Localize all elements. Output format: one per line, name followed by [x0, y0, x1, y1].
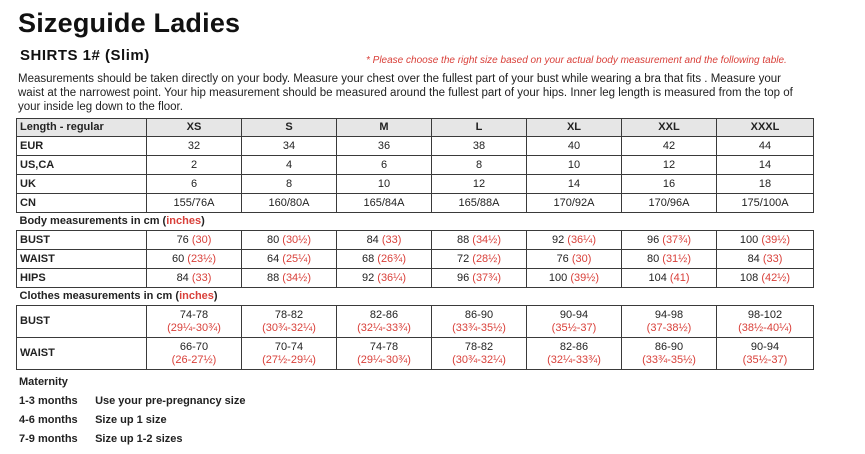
measurement-instructions: Measurements should be taken directly on your body. Measure your chest over the fullest part of your bust while wearing a bra that fits . Measure your waist at the narrowest point. Your hip measurement should be measured around the fullest part of your hips. Inner leg length is measured from the top of your inside leg down to the floor.: [18, 73, 793, 113]
cm-value: 100: [548, 271, 568, 284]
maternity-section: [19, 373, 245, 449]
measurement-cell: [242, 306, 337, 338]
cm-value: 66-70: [179, 340, 209, 353]
cm-value: 90-94: [559, 308, 589, 321]
cm-value: 86-90: [654, 340, 684, 353]
inch-value: (30¾-32¼): [262, 321, 316, 334]
maternity-row: [19, 392, 245, 411]
row-label: HIPS: [17, 269, 147, 288]
size-header-cell: XXL: [622, 119, 717, 137]
size-value-cell: 36: [337, 137, 432, 156]
table-header-row: [17, 119, 814, 137]
cm-value: 76: [556, 252, 569, 265]
measurement-cell: [242, 250, 337, 269]
measurement-cell: [717, 269, 814, 288]
size-value-cell: 12: [432, 175, 527, 194]
size-value-cell: 170/96A: [622, 194, 717, 213]
size-value-cell: 10: [527, 156, 622, 175]
measurement-row: [17, 269, 814, 288]
cm-value: 78-82: [464, 340, 494, 353]
inch-value: (36¼): [377, 271, 407, 284]
cm-value: 82-86: [559, 340, 589, 353]
measurement-cell: [337, 269, 432, 288]
section-close: ): [201, 215, 205, 227]
measurement-cell: [337, 231, 432, 250]
inch-value: (39½): [570, 271, 600, 284]
size-header-cell: XL: [527, 119, 622, 137]
measurement-cell: [717, 231, 814, 250]
measurement-cell: [622, 338, 717, 370]
measurement-cell: [527, 306, 622, 338]
measurement-row: [17, 306, 814, 338]
inch-value: (35½-37): [551, 321, 597, 334]
size-value-cell: 12: [622, 156, 717, 175]
measurement-cell: [622, 231, 717, 250]
inch-value: (37¾): [662, 233, 692, 246]
size-value-cell: 14: [527, 175, 622, 194]
measurement-cell: [432, 306, 527, 338]
inch-value: (33¾-35½): [452, 321, 506, 334]
measurement-cell: [717, 250, 814, 269]
inch-value: (26-27½): [171, 353, 217, 366]
cm-value: 76: [176, 233, 189, 246]
inch-value: (33): [191, 271, 212, 284]
cm-value: 80: [646, 252, 660, 265]
size-header-cell: XXXL: [717, 119, 814, 137]
inch-value: (36¼): [567, 233, 597, 246]
inch-value: (37¾): [472, 271, 502, 284]
cm-value: 80: [266, 233, 280, 246]
inch-value: (30½): [282, 233, 312, 246]
size-value-cell: 6: [337, 156, 432, 175]
maternity-heading: Maternity: [19, 376, 68, 388]
cm-value: 86-90: [464, 308, 494, 321]
inch-value: (34½): [282, 271, 312, 284]
size-value-cell: 8: [242, 175, 337, 194]
size-value-cell: 165/84A: [337, 194, 432, 213]
cm-value: 96: [456, 271, 470, 284]
inch-value: (30): [571, 252, 592, 265]
cm-value: 72: [456, 252, 470, 265]
cm-value: 64: [266, 252, 280, 265]
size-value-cell: 44: [717, 137, 814, 156]
section-label: Body measurements in cm (: [19, 215, 167, 227]
measurement-row: [17, 250, 814, 269]
maternity-months: 4-6 months: [19, 414, 78, 426]
inch-value: (32¼-33¾): [547, 353, 601, 366]
cm-value: 74-78: [369, 340, 399, 353]
size-header-cell: XS: [147, 119, 242, 137]
size-value-cell: 38: [432, 137, 527, 156]
size-value-cell: 34: [242, 137, 337, 156]
cm-value: 104: [648, 271, 667, 284]
inch-value: (28½): [472, 252, 502, 265]
size-header-cell: S: [242, 119, 337, 137]
size-value-cell: 2: [147, 156, 242, 175]
size-chart-table: [16, 118, 814, 370]
cm-value: 88: [456, 233, 470, 246]
cm-value: 78-82: [274, 308, 304, 321]
cm-value: 94-98: [654, 308, 684, 321]
measurement-cell: [242, 269, 337, 288]
cm-value: 60: [171, 252, 185, 265]
cm-value: 84: [366, 233, 379, 246]
section-unit: inches: [166, 215, 202, 227]
row-label: UK: [17, 175, 147, 194]
inch-value: (25¼): [282, 252, 312, 265]
size-value-cell: 175/100A: [717, 194, 814, 213]
section-label: Clothes measurements in cm (: [19, 290, 180, 302]
table-row: [17, 156, 814, 175]
row-label: EUR: [17, 137, 147, 156]
maternity-advice: Size up 1-2 sizes: [95, 433, 183, 445]
size-advice-note: * Please choose the right size based on your actual body measurement and the following table.: [366, 55, 787, 66]
measurement-cell: [432, 250, 527, 269]
maternity-row: [19, 430, 245, 449]
maternity-advice: Use your pre-pregnancy size: [95, 395, 246, 407]
cm-value: 100: [739, 233, 759, 246]
size-value-cell: 18: [717, 175, 814, 194]
inch-value: (31½): [662, 252, 692, 265]
measurement-cell: [337, 306, 432, 338]
row-label: BUST: [17, 306, 147, 338]
page-title: Sizeguide Ladies: [18, 8, 241, 38]
inch-value: (35½-37): [742, 353, 788, 366]
cm-value: 96: [646, 233, 660, 246]
cm-value: 70-74: [274, 340, 304, 353]
measurement-cell: [622, 306, 717, 338]
cm-value: 84: [747, 252, 760, 265]
measurement-row: [17, 231, 814, 250]
cm-value: 74-78: [179, 308, 209, 321]
measurement-cell: [147, 269, 242, 288]
inch-value: (27½-29¼): [262, 353, 316, 366]
table-row: [17, 137, 814, 156]
measurement-cell: [337, 338, 432, 370]
maternity-months: 7-9 months: [19, 433, 78, 445]
measurement-cell: [527, 250, 622, 269]
size-value-cell: 16: [622, 175, 717, 194]
maternity-row: [19, 411, 245, 430]
body-measurements-heading-cell: [17, 213, 814, 231]
measurement-row: [17, 338, 814, 370]
maternity-months: 1-3 months: [19, 395, 78, 407]
clothes-measurements-heading-cell: [17, 288, 814, 306]
inch-value: (30): [191, 233, 212, 246]
body-measurements-heading: [17, 213, 814, 231]
maternity-advice: Size up 1 size: [95, 414, 167, 426]
measurement-cell: [147, 250, 242, 269]
measurement-cell: [527, 338, 622, 370]
table-header-label: Length - regular: [17, 119, 147, 137]
inch-value: (33): [762, 252, 783, 265]
row-label: US,CA: [17, 156, 147, 175]
inch-value: (29¼-30¾): [167, 321, 221, 334]
cm-value: 90-94: [750, 340, 780, 353]
inch-value: (26¾): [377, 252, 407, 265]
inch-value: (32¼-33¾): [357, 321, 411, 334]
measurement-cell: [622, 250, 717, 269]
cm-value: 108: [739, 271, 759, 284]
cm-value: 92: [551, 233, 565, 246]
size-value-cell: 4: [242, 156, 337, 175]
table-row: [17, 175, 814, 194]
size-value-cell: 6: [147, 175, 242, 194]
inch-value: (42½): [761, 271, 791, 284]
clothes-measurements-heading: [17, 288, 814, 306]
size-value-cell: 40: [527, 137, 622, 156]
cm-value: 88: [266, 271, 280, 284]
measurement-cell: [432, 231, 527, 250]
inch-value: (23½): [187, 252, 217, 265]
inch-value: (34½): [472, 233, 502, 246]
size-value-cell: 14: [717, 156, 814, 175]
measurement-cell: [622, 269, 717, 288]
measurement-cell: [527, 269, 622, 288]
inch-value: (41): [669, 271, 690, 284]
inch-value: (29¼-30¾): [357, 353, 411, 366]
inch-value: (37-38½): [646, 321, 692, 334]
cm-value: 98-102: [747, 308, 783, 321]
inch-value: (39½): [761, 233, 791, 246]
measurement-cell: [432, 269, 527, 288]
measurement-cell: [432, 338, 527, 370]
size-value-cell: 42: [622, 137, 717, 156]
inch-value: (30¾-32¼): [452, 353, 506, 366]
cm-value: 82-86: [369, 308, 399, 321]
row-label: CN: [17, 194, 147, 213]
measurement-cell: [337, 250, 432, 269]
measurement-cell: [717, 306, 814, 338]
measurement-cell: [147, 231, 242, 250]
inch-value: (38½-40¼): [738, 321, 792, 334]
size-value-cell: 165/88A: [432, 194, 527, 213]
inch-value: (33): [381, 233, 402, 246]
table-row: [17, 194, 814, 213]
measurement-cell: [147, 306, 242, 338]
cm-value: 84: [176, 271, 189, 284]
size-header-cell: M: [337, 119, 432, 137]
size-value-cell: 32: [147, 137, 242, 156]
size-value-cell: 8: [432, 156, 527, 175]
measurement-cell: [147, 338, 242, 370]
inch-value: (33¾-35½): [642, 353, 696, 366]
product-subtitle: SHIRTS 1# (Slim): [20, 47, 150, 64]
row-label: WAIST: [17, 250, 147, 269]
size-value-cell: 155/76A: [147, 194, 242, 213]
measurement-cell: [717, 338, 814, 370]
section-close: ): [213, 290, 218, 302]
size-value-cell: 10: [337, 175, 432, 194]
measurement-cell: [527, 231, 622, 250]
row-label: WAIST: [17, 338, 147, 370]
section-unit: inches: [179, 290, 214, 302]
size-header-cell: L: [432, 119, 527, 137]
size-value-cell: 160/80A: [242, 194, 337, 213]
size-value-cell: 170/92A: [527, 194, 622, 213]
cm-value: 92: [361, 271, 375, 284]
measurement-cell: [242, 231, 337, 250]
measurement-cell: [242, 338, 337, 370]
row-label: BUST: [17, 231, 147, 250]
cm-value: 68: [361, 252, 375, 265]
